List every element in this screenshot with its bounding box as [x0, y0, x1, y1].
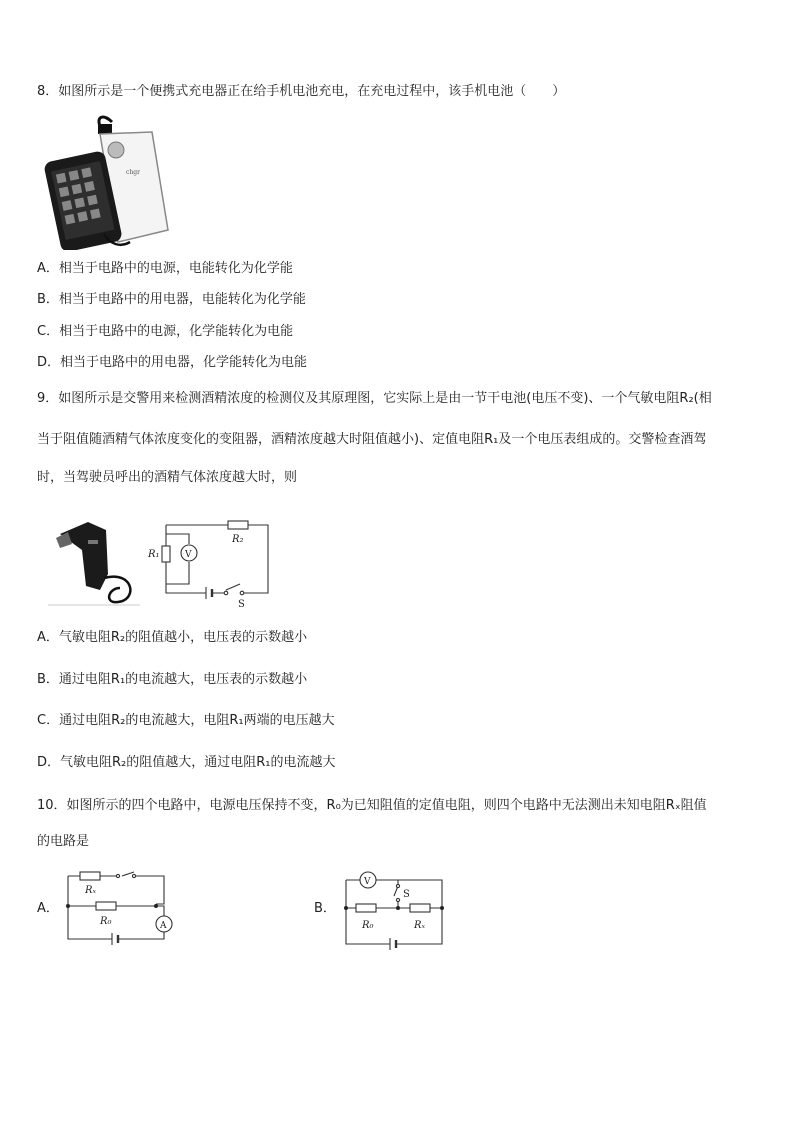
q10-b-voltmeter-label: V — [364, 877, 371, 887]
q10-b-rx-label: Rₓ — [414, 920, 426, 931]
q9-option-a: A．气敏电阻R₂的阻值越小，电压表的示数越小 — [37, 630, 308, 645]
q9-voltmeter-label: V — [185, 550, 192, 560]
svg-text:chgr: chgr — [126, 169, 140, 176]
q10-option-a-label: A． — [37, 901, 59, 916]
q9-stem-line-1: 9．如图所示是交警用来检测酒精浓度的检测仪及其原理图，它实际上是由一节干电池(电压不变)、一个气敏电阻R₂(相 — [37, 391, 712, 406]
q10-b-r0-label: R₀ — [362, 920, 374, 931]
q8-option-b: B．相当于电路中的用电器，电能转化为化学能 — [37, 292, 306, 307]
q9-option-c: C．通过电阻R₂的电流越大，电阻R₁两端的电压越大 — [37, 713, 335, 728]
q10-a-rx-label: Rₓ — [85, 885, 97, 896]
breathalyzer-photo — [48, 510, 140, 606]
q9-stem-line-3: 时，当驾驶员呼出的酒精气体浓度越大时，则 — [37, 470, 298, 485]
q10-a-ammeter-label: A — [160, 921, 167, 931]
q9-circuit-diagram — [146, 516, 276, 612]
q8-option-c: C．相当于电路中的电源，化学能转化为电能 — [37, 324, 294, 339]
q8-option-d: D．相当于电路中的用电器，化学能转化为电能 — [37, 355, 308, 370]
q10-a-r0-label: R₀ — [100, 916, 112, 927]
q10-b-switch-label: S — [403, 889, 410, 900]
q10-stem-line-1: 10．如图所示的四个电路中，电源电压保持不变，R₀为已知阻值的定值电阻，则四个电路中无法测出未知电阻Rₓ阻值 — [37, 798, 707, 813]
q8-option-a: A．相当于电路中的电源，电能转化为化学能 — [37, 261, 293, 276]
phone-charger-photo — [40, 112, 172, 250]
q8-stem: 8．如图所示是一个便携式充电器正在给手机电池充电，在充电过程中，该手机电池（ ） — [37, 84, 566, 99]
q10-circuit-a — [60, 866, 180, 950]
q10-option-b-label: B． — [314, 901, 336, 916]
q9-switch-label: S — [238, 599, 245, 610]
q9-stem-line-2: 当于阻值随酒精气体浓度变化的变阻器，酒精浓度越大时阻值越小)、定值电阻R₁及一个电压表组成的。交警检查酒驾 — [37, 432, 707, 447]
q9-option-b: B．通过电阻R₁的电流越大，电压表的示数越小 — [37, 672, 308, 687]
q10-circuit-b — [338, 866, 450, 952]
q9-r2-label: R₂ — [232, 534, 244, 545]
q10-stem-line-2: 的电路是 — [37, 834, 90, 849]
q9-option-d: D．气敏电阻R₂的阻值越大，通过电阻R₁的电流越大 — [37, 755, 336, 770]
q9-r1-label: R₁ — [148, 549, 160, 560]
